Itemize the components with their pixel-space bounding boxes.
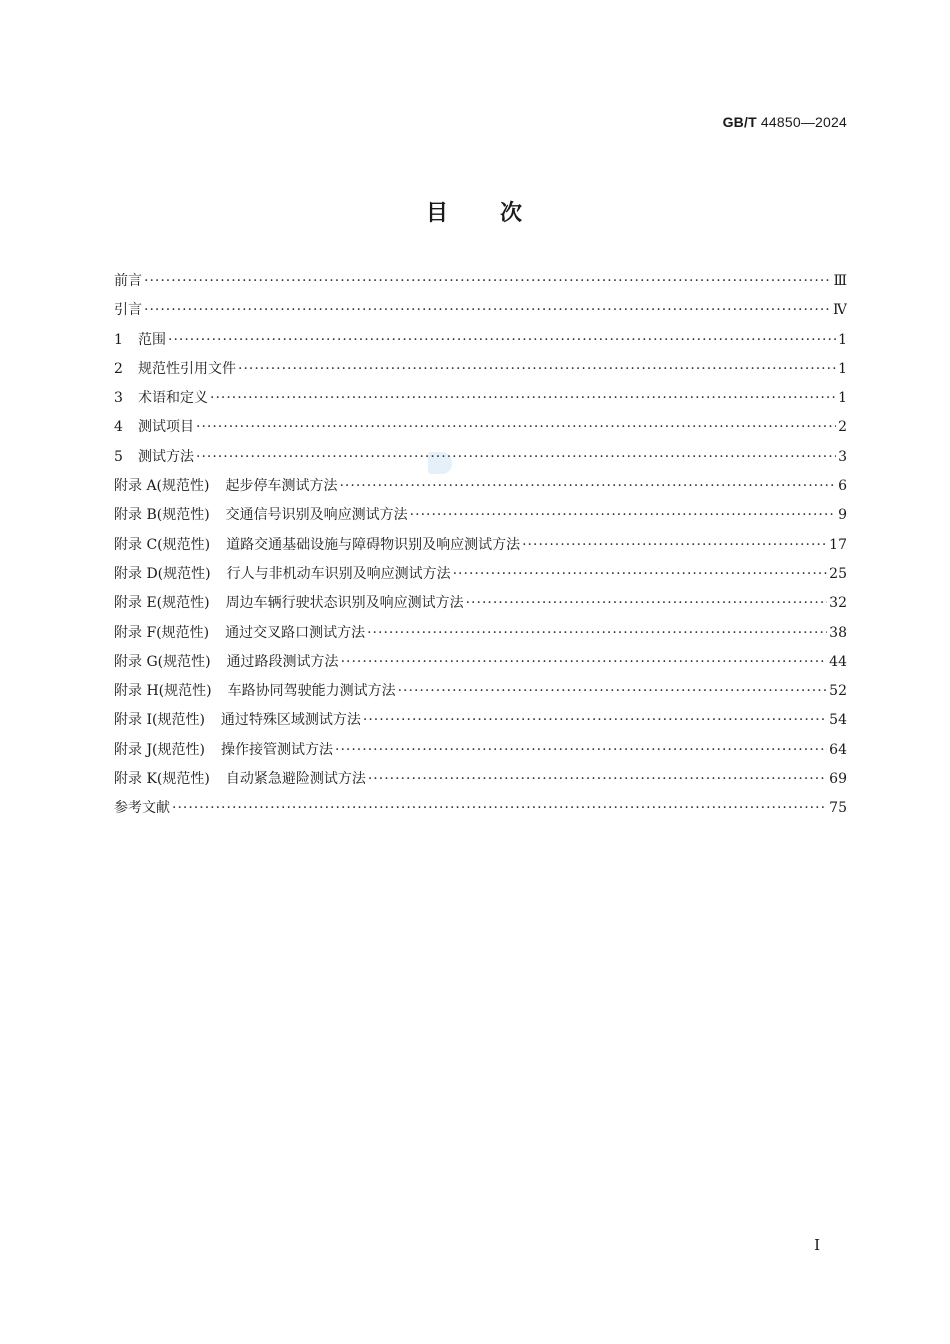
toc-entry-page: 9 <box>838 507 847 524</box>
toc-entry-label: 测试项目 <box>138 419 194 436</box>
standard-number: 44850—2024 <box>760 114 847 130</box>
toc-entry[interactable] <box>114 475 847 504</box>
toc-entry-annex: 附录 I(规范性) <box>114 712 205 729</box>
toc-entry[interactable] <box>114 299 847 328</box>
toc-entry-page: 64 <box>829 741 847 758</box>
toc-entry-label: 通过路段测试方法 <box>226 653 339 670</box>
toc-entry-page: 38 <box>829 624 847 641</box>
toc-entry[interactable] <box>114 504 847 533</box>
toc-entry-annex: 附录 B(规范性) <box>114 507 210 524</box>
toc-entry[interactable] <box>114 622 847 651</box>
toc-dot-leader <box>196 419 836 435</box>
toc-entry-label: 自动紧急避险测试方法 <box>225 771 366 788</box>
toc-entry-label: 引言 <box>114 302 142 319</box>
table-of-contents <box>114 270 847 827</box>
toc-entry-page: 44 <box>829 653 847 670</box>
toc-entry-label: 测试方法 <box>138 448 194 465</box>
toc-entry[interactable] <box>114 651 847 680</box>
toc-entry[interactable] <box>114 329 847 358</box>
toc-dot-leader <box>522 537 827 553</box>
page-title <box>0 196 950 227</box>
toc-entry-page: 1 <box>838 331 847 348</box>
toc-entry-label: 起步停车测试方法 <box>225 478 338 495</box>
toc-dot-leader <box>398 683 828 699</box>
toc-entry-page: 1 <box>838 360 847 377</box>
standard-prefix: GB/T <box>722 114 757 130</box>
page-title-part2: 次 <box>500 201 525 226</box>
toc-dot-leader <box>466 595 828 611</box>
toc-entry-page: 6 <box>838 478 847 495</box>
toc-entry-annex: 附录 D(规范性) <box>114 565 211 582</box>
toc-entry[interactable] <box>114 680 847 709</box>
toc-entry-label: 范围 <box>138 331 166 348</box>
toc-entry-label: 交通信号识别及响应测试方法 <box>225 507 408 524</box>
toc-entry[interactable] <box>114 709 847 738</box>
toc-entry[interactable] <box>114 387 847 416</box>
toc-entry-number: 5 <box>114 448 123 465</box>
toc-entry-page: 52 <box>829 683 847 700</box>
toc-entry-page: Ⅲ <box>833 273 847 289</box>
toc-dot-leader <box>363 712 827 728</box>
toc-entry-page: 2 <box>838 419 847 436</box>
toc-entry-page: 75 <box>829 800 847 817</box>
toc-dot-leader <box>172 800 827 816</box>
toc-entry-label: 行人与非机动车识别及响应测试方法 <box>226 565 451 582</box>
toc-dot-leader <box>144 273 831 289</box>
toc-entry-label: 操作接管测试方法 <box>221 741 333 758</box>
toc-dot-leader <box>453 566 828 582</box>
standard-code <box>723 114 847 130</box>
toc-dot-leader <box>144 302 831 318</box>
toc-entry[interactable] <box>114 270 847 299</box>
toc-entry-page: 32 <box>829 595 847 612</box>
toc-entry[interactable] <box>114 592 847 621</box>
toc-entry-page: 69 <box>829 771 847 788</box>
page-title-part1: 目 <box>425 201 450 226</box>
toc-entry-annex: 附录 G(规范性) <box>114 653 211 670</box>
page-number: Ⅰ <box>814 1236 820 1254</box>
toc-dot-leader <box>368 771 827 787</box>
toc-entry-number: 2 <box>114 360 123 377</box>
toc-entry-annex: 附录 E(规范性) <box>114 595 210 612</box>
toc-dot-leader <box>196 449 836 465</box>
toc-entry-page: 25 <box>829 565 847 582</box>
toc-entry-label: 术语和定义 <box>138 390 208 407</box>
toc-entry-number: 4 <box>114 419 123 436</box>
toc-entry-page: 54 <box>829 712 847 729</box>
toc-entry[interactable] <box>114 416 847 445</box>
toc-entry-page: 1 <box>838 390 847 407</box>
toc-entry[interactable] <box>114 563 847 592</box>
toc-entry-label: 前言 <box>114 273 142 289</box>
toc-entry[interactable] <box>114 446 847 475</box>
toc-entry-page: 3 <box>838 448 847 465</box>
toc-entry[interactable] <box>114 768 847 797</box>
toc-dot-leader <box>238 361 836 377</box>
toc-entry-annex: 附录 C(规范性) <box>114 536 211 553</box>
toc-dot-leader <box>339 478 836 494</box>
toc-dot-leader <box>367 625 827 641</box>
toc-entry-label: 规范性引用文件 <box>138 360 236 377</box>
toc-entry-label: 通过交叉路口测试方法 <box>225 624 366 641</box>
toc-entry-annex: 附录 F(规范性) <box>114 624 210 641</box>
toc-entry-annex: 附录 A(规范性) <box>114 478 210 495</box>
toc-dot-leader <box>168 332 836 348</box>
toc-entry-label: 车路协同驾驶能力测试方法 <box>227 683 396 700</box>
toc-dot-leader <box>335 742 827 758</box>
toc-entry-annex: 附录 J(规范性) <box>114 741 205 758</box>
toc-entry-label: 道路交通基础设施与障碍物识别及响应测试方法 <box>226 536 521 553</box>
toc-dot-leader <box>210 390 836 406</box>
toc-entry[interactable] <box>114 739 847 768</box>
toc-entry-annex: 附录 K(规范性) <box>114 771 210 788</box>
toc-entry-label: 参考文献 <box>114 800 170 817</box>
toc-dot-leader <box>410 507 836 523</box>
toc-entry-label: 周边车辆行驶状态识别及响应测试方法 <box>225 595 464 612</box>
toc-entry-number: 3 <box>114 390 123 407</box>
toc-entry-number: 1 <box>114 331 123 348</box>
toc-entry-label: 通过特殊区域测试方法 <box>220 712 361 729</box>
toc-entry[interactable] <box>114 534 847 563</box>
toc-entry-page: 17 <box>829 536 847 553</box>
toc-dot-leader <box>341 654 828 670</box>
toc-entry[interactable] <box>114 358 847 387</box>
toc-entry-page: Ⅳ <box>833 302 847 319</box>
toc-entry[interactable] <box>114 797 847 826</box>
toc-entry-annex: 附录 H(规范性) <box>114 683 212 700</box>
